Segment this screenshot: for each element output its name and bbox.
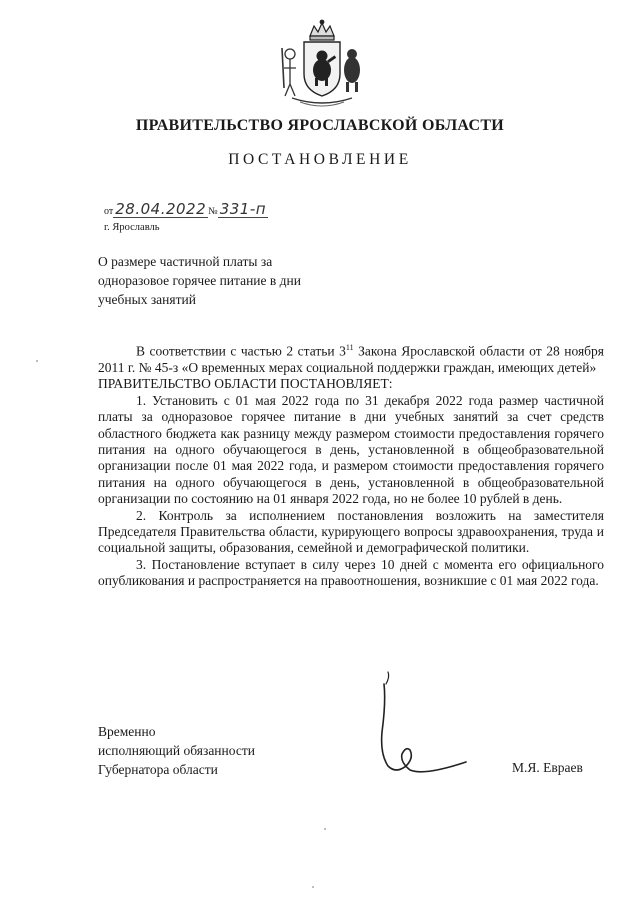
article-superscript: 11 (345, 343, 354, 352)
subject-line: одноразовое горячее питание в дни (98, 273, 301, 288)
preamble-paragraph: В соответствии с частью 2 статьи $3^{11}$ Закона Ярославской области от 28 ноября 2011 г. № 45-з «О временных мерах социальной поддержки граждан, имеющих детей» (98, 343, 604, 375)
subject-heading (98, 252, 338, 309)
scan-speck (36, 360, 38, 362)
coat-of-arms-emblem (272, 18, 372, 110)
document-body (98, 340, 604, 590)
crown-icon (310, 20, 334, 40)
signatory-position: Временно исполняющий обязанности Губернатора области (98, 724, 255, 777)
date-prefix: от (104, 206, 114, 217)
subject-line: О размере частичной платы за (98, 254, 273, 269)
number-prefix: № (208, 206, 218, 217)
handwritten-date: 28.04.2022 (115, 200, 207, 218)
document-type-title: ПОСТАНОВЛЕНИЕ (228, 151, 412, 168)
clause-1: 1. Установить с 01 мая 2022 года по 31 декабря 2022 года размер частичной платы за одноразовое горячее питание в дни учебных занятий за счет средств областного бюджета как разницу между размером стоимости предоставления горячего питания на одного обучающегося в день, установленной в общеобразовательной организации после 01 мая 2022 года, и размером стоимости предоставления горячего питания на одного обучающегося в день, установленной в общеобразовательной организации по состоянию на 01 января 2022 года, но не более 10 рублей в день. (98, 392, 604, 507)
subject-line: учебных занятий (98, 292, 196, 307)
clause-3: 3. Постановление вступает в силу через 10 дней с момента его официального опубликования и распространяется на правоотношения, возникшие с 01 мая 2022 года. (98, 556, 604, 589)
date-number-line (104, 200, 268, 218)
city-label: г. Ярославль (104, 222, 160, 233)
scan-speck (324, 828, 326, 830)
scan-speck (312, 886, 314, 888)
government-title: ПРАВИТЕЛЬСТВО ЯРОСЛАВСКОЙ ОБЛАСТИ (135, 117, 505, 134)
bear-supporter-icon (344, 49, 360, 92)
handwritten-signature (362, 662, 472, 782)
signatory-name: М.Я. Евраев (512, 760, 583, 775)
handwritten-number: 331-п (219, 200, 267, 218)
resolves-heading: ПРАВИТЕЛЬСТВО ОБЛАСТИ ПОСТАНОВЛЯЕТ: (98, 376, 393, 392)
warrior-supporter-icon (282, 48, 296, 96)
clause-2: 2. Контроль за исполнением постановления возложить на заместителя Председателя Правительства области, курирующего вопросы здравоохранения, труда и социальной защиты, образования, семейной и демографической политики. (98, 507, 604, 556)
